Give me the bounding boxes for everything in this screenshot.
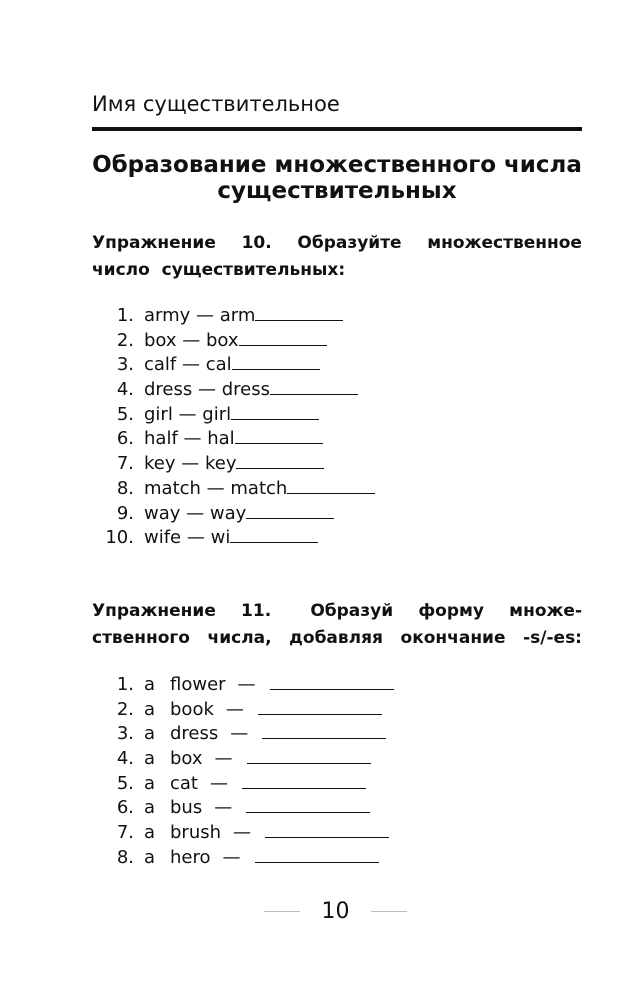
exercise-11-heading-line-2 (92, 625, 582, 652)
item-stem: box (206, 329, 239, 351)
heading-word: -s/-es: (523, 628, 582, 648)
list-item (92, 772, 394, 797)
item-number: 4. (116, 379, 134, 401)
item-word: dress (144, 379, 193, 401)
running-header: Имя существительное (92, 92, 340, 116)
answer-blank[interactable] (270, 378, 358, 395)
footer-dash-right (371, 911, 407, 912)
item-stem: arm (219, 305, 256, 326)
exercise-11-heading (92, 598, 582, 652)
item-number: 8. (116, 477, 134, 499)
list-item (92, 796, 394, 821)
list-item (92, 846, 394, 871)
heading-word: Упражнение (92, 601, 216, 621)
item-number: 6. (116, 428, 134, 450)
item-separator: — (190, 305, 220, 326)
item-word: half (144, 428, 178, 450)
item-separator: — (233, 822, 252, 844)
item-word: book (170, 698, 214, 720)
list-item (92, 526, 375, 551)
item-stem: cal (205, 354, 232, 376)
item-article: a (144, 822, 156, 844)
answer-blank[interactable] (287, 477, 375, 494)
answer-blank[interactable] (230, 526, 318, 543)
item-number: 4. (116, 748, 134, 770)
item-separator: — (214, 748, 233, 770)
list-item (92, 427, 375, 452)
item-separator: — (176, 354, 206, 376)
item-article: a (144, 748, 156, 770)
page-title (90, 152, 584, 204)
exercise-11-list (92, 673, 394, 871)
item-separator: — (172, 403, 203, 425)
item-number: 6. (116, 797, 134, 819)
list-item (92, 329, 375, 354)
answer-blank[interactable] (247, 747, 371, 764)
answer-blank[interactable] (239, 329, 327, 346)
item-number: 3. (116, 723, 134, 745)
item-word: dress (170, 723, 219, 745)
list-item (92, 378, 375, 403)
heading-word: Образуйте (297, 233, 402, 253)
item-number: 7. (116, 453, 134, 475)
item-number: 10. (105, 527, 134, 549)
item-word: match (144, 477, 201, 499)
item-separator: — (225, 698, 244, 720)
item-number: 8. (116, 846, 134, 868)
item-separator: — (175, 453, 205, 475)
item-word: girl (144, 403, 173, 425)
item-article: a (144, 723, 156, 745)
item-stem: dress (221, 379, 270, 401)
page-title-line-1: Образование множественного числа (92, 152, 582, 178)
item-number: 1. (116, 305, 134, 326)
item-number: 2. (116, 329, 134, 351)
header-rule (92, 127, 582, 131)
answer-blank[interactable] (231, 403, 319, 420)
item-article: a (144, 698, 156, 720)
item-separator: — (209, 772, 228, 794)
item-number: 5. (116, 403, 134, 425)
item-word: brush (170, 822, 222, 844)
heading-word: числа, (207, 628, 272, 648)
item-word: calf (144, 354, 177, 376)
answer-blank[interactable] (242, 772, 366, 789)
answer-blank[interactable] (235, 427, 323, 444)
answer-blank[interactable] (262, 722, 386, 739)
answer-blank[interactable] (246, 502, 334, 519)
exercise-10-heading-line-1 (92, 230, 582, 257)
item-number: 9. (116, 502, 134, 524)
list-item (92, 698, 394, 723)
item-article: a (144, 846, 156, 868)
item-stem: girl (202, 403, 232, 425)
answer-blank[interactable] (258, 698, 382, 715)
list-item (92, 747, 394, 772)
item-separator: — (176, 329, 206, 351)
list-item (92, 821, 394, 846)
item-number: 2. (116, 698, 134, 720)
item-stem: wi (210, 527, 231, 549)
list-item (92, 477, 375, 502)
item-separator: — (214, 797, 233, 819)
answer-blank[interactable] (246, 796, 370, 813)
exercise-10-heading (92, 230, 582, 284)
heading-word: 10. (241, 233, 272, 253)
item-separator: — (177, 428, 208, 450)
item-word: hero (170, 846, 211, 868)
heading-word: Упражнение (92, 233, 216, 253)
footer-dash-left (264, 911, 300, 912)
list-item (92, 502, 375, 527)
answer-blank[interactable] (265, 821, 389, 838)
heading-word: форму (418, 601, 485, 621)
item-stem: hal (207, 428, 235, 450)
heading-word: добавляя (289, 628, 383, 648)
item-stem: way (209, 502, 247, 524)
item-word: army (144, 305, 191, 326)
item-number: 3. (116, 354, 134, 376)
item-number: 7. (116, 822, 134, 844)
heading-word: множе- (509, 601, 582, 621)
item-word: way (144, 502, 181, 524)
answer-blank[interactable] (232, 353, 320, 370)
item-word: bus (170, 797, 203, 819)
list-item (92, 403, 375, 428)
heading-word: 11. (241, 601, 272, 621)
answer-blank[interactable] (270, 673, 394, 690)
item-word: key (144, 453, 176, 475)
item-number: 1. (116, 674, 134, 695)
exercise-10-list (92, 304, 375, 551)
page-number: 10 (321, 899, 350, 924)
heading-word: множественное (427, 233, 582, 253)
answer-blank[interactable] (255, 304, 343, 321)
item-word: box (144, 329, 177, 351)
item-separator: — (237, 674, 256, 695)
item-separator: — (192, 379, 222, 401)
item-separator: — (180, 502, 210, 524)
item-separator: — (230, 723, 249, 745)
item-word: wife (144, 527, 182, 549)
item-word: cat (170, 772, 198, 794)
item-number: 5. (116, 772, 134, 794)
heading-word: окончание (400, 628, 506, 648)
list-item (92, 673, 394, 698)
item-stem: match (230, 477, 288, 499)
item-article: a (144, 772, 156, 794)
heading-word: Образуй (310, 601, 394, 621)
item-separator: — (200, 477, 231, 499)
page-footer (0, 898, 644, 926)
list-item (92, 353, 375, 378)
exercise-10-heading-line-2: число существительных: (92, 260, 346, 280)
exercise-11-heading-line-1 (92, 598, 582, 625)
heading-word: ственного (92, 628, 190, 648)
item-word: box (170, 748, 203, 770)
item-article: a (144, 797, 156, 819)
page-title-line-2: существительных (217, 178, 457, 204)
item-article: a (144, 674, 156, 695)
item-separator: — (181, 527, 211, 549)
item-stem: key (204, 453, 237, 475)
answer-blank[interactable] (236, 452, 324, 469)
item-word: flower (170, 674, 226, 695)
answer-blank[interactable] (255, 846, 379, 863)
list-item (92, 722, 394, 747)
item-separator: — (222, 846, 241, 868)
list-item (92, 304, 375, 329)
list-item (92, 452, 375, 477)
